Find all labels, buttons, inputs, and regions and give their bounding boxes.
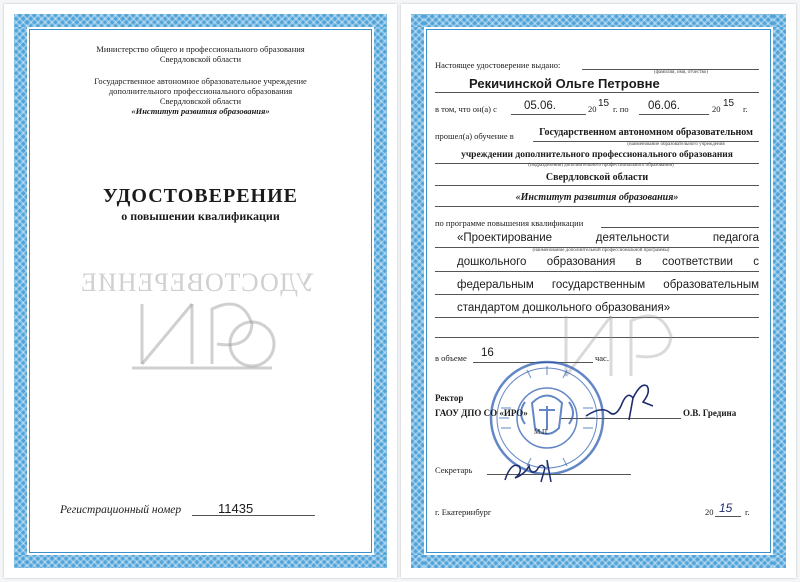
ministry-line-2: Свердловской области [159,54,242,64]
volume-unit: час. [595,353,609,363]
org-line-2: учреждении дополнительного профессионального образования [461,150,733,160]
date-to: 06.06. [648,100,680,112]
org-line-1: Государственном автономном образовательном [539,127,753,138]
program-label: по программе повышения квалификации [435,218,584,228]
trained-label: прошел(а) обучение в [435,131,514,141]
date-to-underline [639,114,709,115]
issued-caption: (фамилия, имя, отчество) [654,70,708,75]
institution-block [44,76,357,116]
institution-line-3: Свердловской области [159,96,242,106]
issued-label: Настоящее удостоверение выдано: [435,60,561,70]
program-line-4: стандартом дошкольного образования» [457,302,671,314]
year-to: 15 [723,98,735,109]
program-line-1: «Проектирование деятельности педагога [457,232,759,244]
org-line-4: «Институт развития образования» [515,192,679,203]
volume-label: в объеме [435,353,467,363]
certificate-details-page [401,4,796,578]
secretary-signature [501,452,561,488]
volume-value: 16 [481,347,494,359]
program-caption: (наименование дополнительной профессиональной программы) [532,248,670,253]
registration-underline [192,515,315,516]
program-line-3: федеральным государственным образовательным [457,279,759,291]
org-caption-1: (наименование образовательного учреждения [627,142,725,147]
secretary-label: Секретарь [435,465,473,475]
registration-label: Регистрационный номер [60,504,182,516]
year-prefix-1: 20 [588,104,597,114]
program-line-2: дошкольного образования в соответствии с [457,256,759,268]
org-underline-4 [435,206,759,207]
year-from: 15 [598,98,610,109]
city-label: г. Екатеринбург [435,507,492,517]
watermark-title: УДОСТОВЕРЕНИЕ [80,268,315,297]
rector-label: Ректор [435,393,464,403]
year-suffix-2: г. [743,104,748,114]
iro-logo-watermark [122,264,282,374]
institution-line-2: дополнительного профессионального образования [108,86,293,96]
rector-name: О.В. Гредина [683,408,737,418]
date-from-underline [511,114,586,115]
year-prefix-2: 20 [712,104,721,114]
program-underline-2 [435,271,759,272]
year-value: 15 [719,501,733,515]
certificate-cover-page [4,4,397,578]
year-suffix: г. [745,507,750,517]
org-caption-2: (подразделения) дополнительного профессионального образования) [528,163,674,168]
year-prefix: 20 [705,507,714,517]
recipient-name: Рекичинской Ольге Петровне [469,76,660,91]
date-from: 05.06. [524,100,556,112]
institution-name: «Институт развития образования» [131,106,270,116]
ministry-line-1: Министерство общего и профессионального образования [96,44,305,54]
year-suffix-1: г. по [613,104,629,114]
year-underline [715,516,741,517]
rector-signature [581,376,661,426]
document-subtitle: о повышении квалификации [121,209,280,223]
org-underline-3 [435,185,759,186]
document-title: УДОСТОВЕРЕНИЕ [103,185,298,207]
program-label-underline [601,227,759,228]
organization-short-name: ГАОУ ДПО СО «ИРО» [435,408,528,418]
period-prefix: в том, что он(а) с [435,104,497,114]
ministry-block [44,44,357,64]
registration-number: 11435 [218,501,254,516]
seal-place-label: М.П. [534,428,549,436]
org-line-3: Свердловской области [545,172,649,183]
institution-line-1: Государственное автономное образовательное учреждение [94,76,307,86]
recipient-underline [435,92,759,93]
